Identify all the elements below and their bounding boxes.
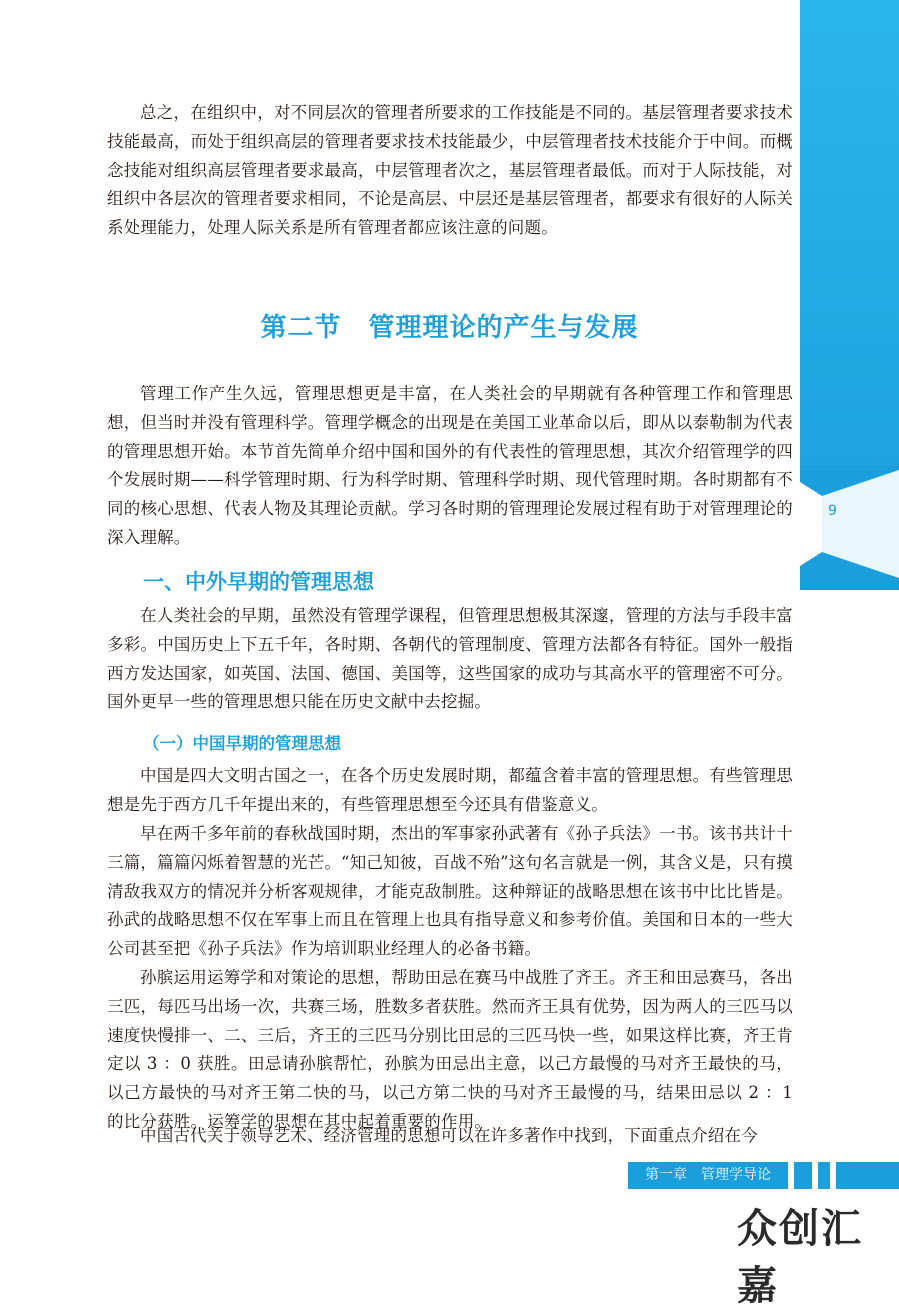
section-intro: 管理工作产生久远，管理思想更是丰富，在人类社会的早期就有各种管理工作和管理思想，但当时并没有管理科学。管理学概念的出现是在美国工业革命以后，即从以泰勒制为代表的管理思想开始。本节首先简单介绍中国和国外的有代表性的管理思想，其次介绍管理学的四个发展时期——科学管理时期、行为科学时期、管理科学时期、现代管理时期。各时期都有不同的核心思想、代表人物及其理论贡献。学习各时期的管理理论发展过程有助于对管理理论的深入理解。 (107, 384, 793, 547)
body-paragraph: 孙膑运用运筹学和对策论的思想，帮助田忌在赛马中战胜了齐王。齐王和田忌赛马，各出三匹，每匹马出场一次，共赛三场，胜数多者获胜。然而齐王具有优势，因为两人的三匹马以速度快慢排一、二、三后，齐王的三匹马分别比田忌的三匹马快一些，如果这样比赛，齐王肯定以 3 ：0 获胜。田忌请孙膑帮忙，孙膑为田忌出主意，以己方最慢的马对齐王最快的马，以己方最快的马对齐王第二快的马，以己方第二快的马对齐王最慢的马，结果田忌以 2 ：1 的比分获胜。运筹学的思想在其中起着重要的作用。 (107, 968, 793, 1131)
intro-paragraph: 总之，在组织中，对不同层次的管理者所要求的工作技能是不同的。基层管理者要求技术技能最高，而处于组织高层的管理者要求技术技能最少，中层管理者技术技能介于中间。而概念技能对组织高层管理者要求最高，中层管理者次之，基层管理者最低。而对于人际技能，对组织中各层次的管理者要求相同，不论是高层、中层还是基层管理者，都要求有很好的人际关系处理能力，处理人际关系是所有管理者都应该注意的问题。 (107, 103, 793, 238)
section-title: 第二节 管理理论的产生与发展 (260, 313, 639, 343)
watermark-logo: 众创汇嘉 (737, 1206, 863, 1309)
body-paragraph: 中国是四大文明古国之一，在各个历史发展时期，都蕴含着丰富的管理思想。有些管理思想是先于西方几千年提出来的，有些管理思想至今还具有借鉴意义。 (107, 766, 793, 814)
footer-chapter-label: 第一章 管理学导论 (628, 1162, 788, 1189)
body-paragraph: 中国古代关于领导艺术、经济管理的思想可以在许多著作中找到，下面重点介绍在今 (140, 1126, 758, 1145)
page-number: 9 (828, 503, 837, 519)
subsubsection-title: （一）中国早期的管理思想 (143, 734, 341, 753)
subsection-title: 一、中外早期的管理思想 (143, 570, 374, 594)
subsection-intro: 在人类社会的早期，虽然没有管理学课程，但管理思想极其深邃，管理的方法与手段丰富多彩。中国历史上下五千年，各时期、各朝代的管理制度、管理方法都各有特征。国外一般指西方发达国家，如英国、法国、德国、美国等，这些国家的成功与其高水平的管理密不可分。国外更早一些的管理思想只能在历史文献中去挖掘。 (107, 606, 793, 712)
footer-decor-bar (836, 1162, 899, 1189)
page-tab-shape (800, 466, 899, 582)
footer-decor-block (794, 1162, 812, 1189)
footer-decor-block (818, 1162, 830, 1189)
body-paragraph: 早在两千多年前的春秋战国时期，杰出的军事家孙武著有《孙子兵法》一书。该书共计十三篇，篇篇闪烁着智慧的光芒。“知己知彼，百战不殆”这句名言就是一例，其含义是，只有摸清敌我双方的情况并分析客观规律，才能克敌制胜。这种辩证的战略思想在该书中比比皆是。孙武的战略思想不仅在军事上而且在管理上也具有指导意义和参考价值。美国和日本的一些大公司甚至把《孙子兵法》作为培训职业经理人的必备书籍。 (107, 824, 793, 959)
page-number-tab (800, 466, 899, 582)
